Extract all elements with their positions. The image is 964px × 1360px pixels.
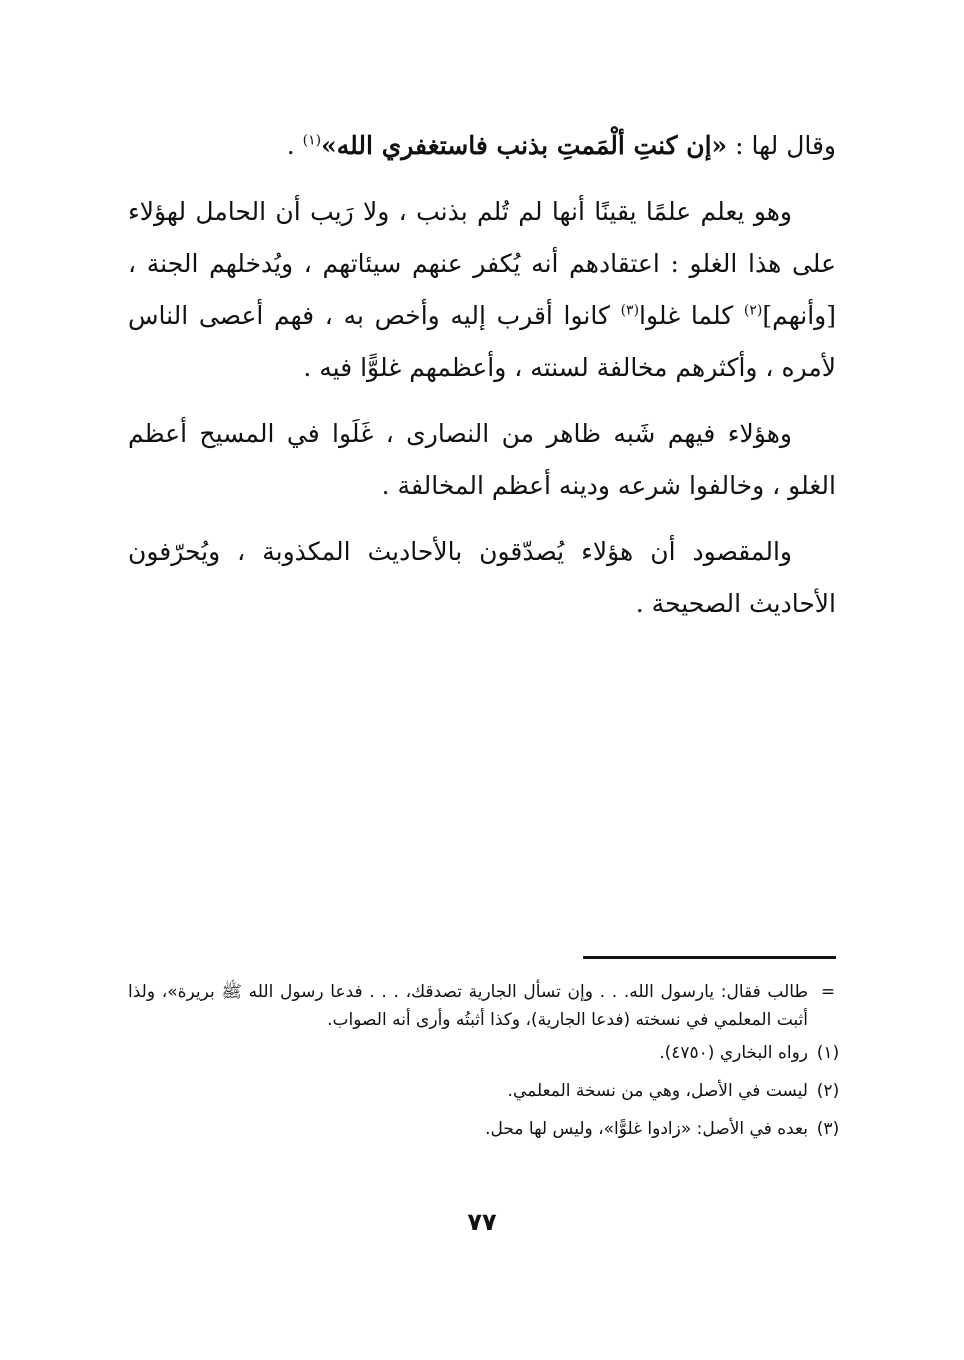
footnote-text: بعده في الأصل: «زادوا غلوًّا»، وليس لها محل. — [485, 1119, 808, 1139]
footnote-ref-3: (٣) — [620, 302, 640, 319]
footnote-separator — [583, 956, 836, 959]
continuation-text: طالب فقال: يارسول الله. . . وإن تسأل الجارية تصدقك، . . . فدعا رسول الله ﷺ بريرة»، ولذا أثبت المعلمي في نسخته (فدعا الجارية)، وكذا أثبتُه وأرى أنه الصواب. — [128, 982, 808, 1030]
paragraph-2 — [128, 186, 836, 394]
paragraph-1 — [128, 120, 836, 172]
main-text — [128, 120, 836, 644]
footnotes — [128, 978, 848, 1148]
paragraph-2-part-1: وهو يعلم علمًا يقينًا أنها لم تُلم بذنب ، ولا رَيب أن الحامل لهؤلاء على هذا الغلو : اعتقادهم أنه يُكفر عنهم سيئاتهم ، ويُدخلهم الجنة ، [وأنهم] — [128, 197, 836, 330]
footnote-2 — [128, 1072, 848, 1110]
paragraph-2-part-2: كلما غلوا — [639, 301, 744, 330]
footnote-text: رواه البخاري (٤٧٥٠). — [659, 1043, 808, 1063]
footnote-number: (٢) — [816, 1081, 840, 1101]
paragraph-4: والمقصود أن هؤلاء يُصدّقون بالأحاديث المكذوبة ، ويُحرّفون الأحاديث الصحيحة . — [128, 537, 836, 618]
footnote-text: ليست في الأصل، وهي من نسخة المعلمي. — [507, 1081, 808, 1101]
paragraph-1-lead: وقال لها : — [727, 131, 836, 160]
footnote-number: (١) — [816, 1043, 840, 1063]
page-number: ٧٧ — [467, 1208, 497, 1236]
footnote-1 — [128, 1034, 848, 1072]
footnote-ref-1: (١) — [302, 132, 322, 149]
footnote-3 — [128, 1110, 848, 1148]
paragraph-1-end: . — [286, 131, 303, 160]
footnote-ref-2: (٢) — [743, 302, 763, 319]
hadith-quote: «إن كنتِ ألْمَمتِ بذنب فاستغفري الله» — [321, 131, 728, 160]
continuation-marker: = — [820, 982, 836, 1002]
paragraph-3: وهؤلاء فيهم شَبه ظاهر من النصارى ، غَلَوا في المسيح أعظم الغلو ، وخالفوا شرعه ودينه أعظم المخالفة . — [128, 419, 836, 500]
footnote-continuation — [128, 978, 848, 1034]
paragraph-2-part-3: كانوا أقرب إليه وأخص به ، فهم أعصى الناس لأمره ، وأكثرهم مخالفة لسنته ، وأعظمهم غلوًّا فيه . — [128, 301, 836, 382]
footnote-number: (٣) — [816, 1119, 840, 1139]
